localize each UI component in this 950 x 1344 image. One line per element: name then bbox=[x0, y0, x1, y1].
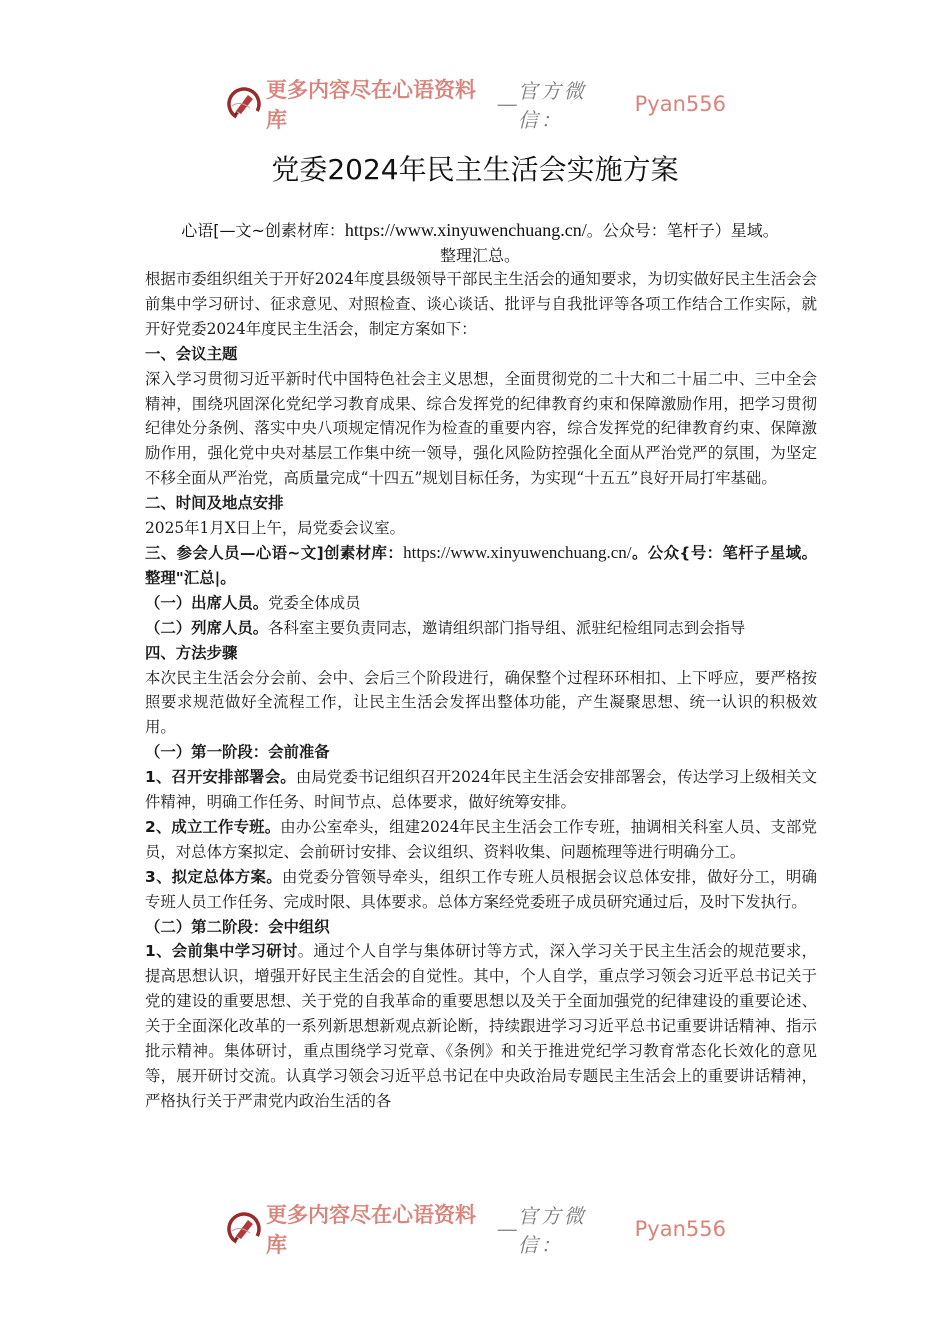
section-paragraph: 本次民主生活会分会前、会中、会后三个阶段进行，确保整个过程环环相扣、上下呼应，要严格按照要求规范做好全流程工作，让民主生活会发挥出整体功能，产生凝聚思想、统一认识的积极效用。 bbox=[145, 668, 817, 737]
section-heading-prefix: 三、参会人员—心语~文]创素材库： bbox=[145, 543, 404, 562]
item-label: 2、成立工作专班。 bbox=[145, 817, 281, 836]
subtitle-suffix: 。公众号：笔杆子）星域。 bbox=[586, 221, 779, 240]
watermark-banner-top bbox=[226, 77, 726, 132]
section-heading-url: https://www.xinyuwenchuang.cn/ bbox=[403, 542, 632, 562]
watermark-site-text: 更多内容尽在心语资料库 bbox=[265, 77, 476, 132]
pen-nib-logo-icon bbox=[226, 1211, 262, 1247]
section-heading: 四、方法步骤 bbox=[145, 643, 238, 662]
document-subtitle bbox=[140, 218, 820, 268]
document-body bbox=[145, 267, 817, 1114]
list-item bbox=[145, 616, 817, 641]
section-heading: 二、时间及地点安排 bbox=[145, 494, 284, 513]
item-label: 3、拟定总体方案。 bbox=[145, 867, 283, 886]
list-item bbox=[145, 939, 817, 1113]
document-title: 党委2024年民主生活会实施方案 bbox=[271, 153, 679, 186]
item-text: 党委全体成员 bbox=[268, 593, 361, 612]
item-text: 。通过个人自学与集体研讨等方式，深入学习关于民主生活会的规范要求，提高思想认识，增强开好民主生活会的自觉性。其中，个人自学，重点学习领会习近平总书记关于党的建设的重要思想、关于党的自我革命的重要思想以及关于全面加强党的纪律建设的重要论述、关于全面深化改革的一系列新思想新观点新论断，持续跟进学习习近平总书记重要讲话精神、指示批示精神。集体研讨，重点围绕学习党章、《条例》和关于推进党纪学习教育常态化长效化的意见等，展开研讨交流。认真学习领会习近平总书记在中央政治局专题民主生活会上的重要讲话精神，严格执行关于严肃党内政治生活的各 bbox=[145, 942, 817, 1110]
subtitle-line2: 整理汇总。 bbox=[439, 246, 520, 265]
item-label: （二）列席人员。 bbox=[145, 618, 269, 637]
watermark-wechat-label: 官方微信： bbox=[517, 79, 587, 132]
watermark-dash: — bbox=[496, 1217, 518, 1241]
item-text: 由办公室牵头，组建2024年民主生活会工作专班，抽调相关科室人员、支部党员，对总体方案拟定、会前研讨安排、会议组织、资料收集、问题梳理等进行明确分工。 bbox=[145, 817, 817, 861]
subtitle-prefix: 心语[—文~创素材库： bbox=[181, 221, 345, 240]
section-heading: 一、会议主题 bbox=[145, 344, 238, 363]
list-item bbox=[145, 815, 817, 865]
subtitle-url: https://www.xinyuwenchuang.cn/ bbox=[344, 220, 587, 240]
section-paragraph: 2025年1月X日上午，局党委会议室。 bbox=[145, 519, 405, 538]
item-label: （一）出席人员。 bbox=[145, 593, 269, 612]
watermark-dash: — bbox=[496, 92, 518, 116]
pen-nib-logo-icon bbox=[226, 86, 262, 122]
item-label: 1、召开安排部署会。 bbox=[145, 768, 296, 787]
watermark-banner-bottom bbox=[226, 1202, 726, 1257]
stage-heading: （一）第一阶段：会前准备 bbox=[145, 743, 330, 762]
stage-heading: （二）第二阶段：会中组织 bbox=[145, 917, 330, 936]
watermark-wechat-label: 官方微信： bbox=[517, 1204, 587, 1257]
list-item bbox=[145, 765, 817, 815]
list-item bbox=[145, 591, 817, 616]
watermark-wechat-id: Pyan556 bbox=[634, 92, 726, 116]
intro-paragraph: 根据市委组织组关于开好2024年度县级领导干部民主生活会的通知要求，为切实做好民主生活会会前集中学习研讨、征求意见、对照检查、谈心谈话、批评与自我批评等各项工作结合工作实际，就开好党委2024年度民主生活会，制定方案如下： bbox=[145, 270, 817, 338]
section-paragraph: 深入学习贯彻习近平新时代中国特色社会主义思想，全面贯彻党的二十大和二十届二中、三中全会精神，围绕巩固深化党纪学习教育成果、综合发挥党的纪律教育约束和保障激励作用，把学习贯彻纪律处分条例、落实中央八项规定情况作为检查的重要内容，综合发挥党的纪律教育约束、保障激励作用，强化党中央对基层工作集中统一领导，强化风险防控强化全面从严治党严的氛围，为坚定不移全面从严治党，高质量完成“十四五”规划目标任务，为实现“十五五”良好开局打牢基础。 bbox=[145, 369, 817, 488]
item-text: 各科室主要负责同志，邀请组织部门指导组、派驻纪检组同志到会指导 bbox=[268, 618, 746, 637]
item-text: 由党委分管领导牵头，组织工作专班人员根据会议总体安排，做好分工，明确专班人员工作任务、完成时限、具体要求。总体方案经党委班子成员研究通过后，及时下发执行。 bbox=[145, 867, 817, 911]
item-text: 由局党委书记组织召开2024年民主生活会安排部署会，传达学习上级相关文件精神，明确工作任务、时间节点、总体要求，做好统筹安排。 bbox=[145, 768, 817, 812]
section-heading bbox=[145, 541, 817, 591]
watermark-site-text: 更多内容尽在心语资料库 bbox=[265, 1202, 476, 1257]
item-label: 1、会前集中学习研讨 bbox=[145, 942, 298, 961]
section-heading-suffix: 。公众{号：笔杆子星域。整理"汇总|。 bbox=[145, 543, 817, 587]
watermark-wechat-id: Pyan556 bbox=[634, 1217, 726, 1241]
list-item bbox=[145, 865, 817, 915]
